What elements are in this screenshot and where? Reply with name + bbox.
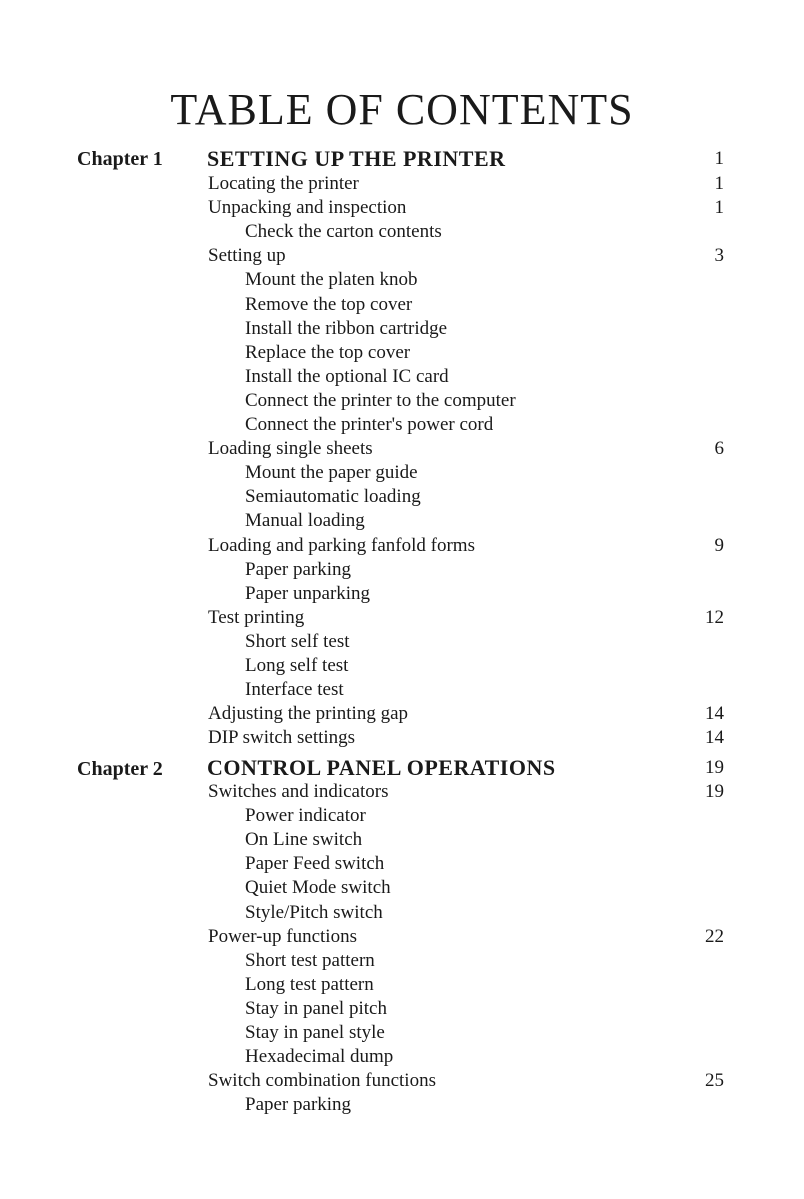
- entry-label: Loading single sheets: [208, 438, 373, 460]
- chapter-page-number: 1: [714, 148, 724, 169]
- entry-label: On Line switch: [245, 829, 363, 851]
- chapter-title: SETTING UP THE PRINTER: [207, 146, 506, 171]
- chapter-label: Chapter 1: [77, 148, 163, 170]
- entry-label: Connect the printer to the computer: [245, 389, 516, 411]
- entry-page-number: 6: [714, 438, 724, 460]
- entry-label: Semiautomatic loading: [245, 486, 421, 508]
- entry-label: Paper parking: [245, 1094, 352, 1116]
- entry-page-number: 14: [705, 727, 724, 749]
- entry-page-number: 25: [705, 1070, 724, 1092]
- entry-label: Mount the paper guide: [245, 462, 418, 484]
- entry-page-number: 9: [714, 534, 724, 556]
- chapter-title: CONTROL PANEL OPERATIONS: [207, 755, 556, 780]
- entry-label: Power-up functions: [208, 925, 357, 947]
- entry-label: Setting up: [208, 245, 286, 267]
- entry-label: Quiet Mode switch: [245, 877, 391, 899]
- entry-label: Short test pattern: [245, 949, 375, 971]
- entry-label: Loading and parking fanfold forms: [208, 534, 475, 556]
- entry-label: DIP switch settings: [208, 727, 356, 749]
- entry-label: Long self test: [245, 655, 349, 676]
- chapter-label: Chapter 2: [77, 758, 163, 780]
- entry-label: Test printing: [208, 606, 305, 628]
- entry-label: Interface test: [245, 679, 344, 701]
- entry-label: Locating the printer: [208, 173, 359, 194]
- entry-label: Long test pattern: [245, 973, 374, 995]
- entry-label: Mount the platen knob: [245, 269, 418, 291]
- entry-label: Check the carton contents: [245, 221, 442, 243]
- entry-label: Stay in panel style: [245, 1022, 385, 1043]
- entry-label: Stay in panel pitch: [245, 997, 387, 1019]
- entry-label: Paper Feed switch: [245, 853, 385, 875]
- entry-page-number: 1: [714, 173, 724, 194]
- entry-label: Adjusting the printing gap: [208, 703, 409, 725]
- entry-page-number: 12: [705, 606, 724, 628]
- entry-label: Style/Pitch switch: [245, 901, 383, 923]
- entry-page-number: 14: [705, 703, 724, 725]
- entry-label: Paper unparking: [245, 582, 371, 604]
- entry-label: Hexadecimal dump: [245, 1046, 394, 1068]
- entry-label: Short self test: [245, 630, 350, 652]
- chapter-page-number: 19: [705, 757, 724, 778]
- entry-label: Switch combination functions: [208, 1070, 436, 1092]
- entry-label: Connect the printer's power cord: [245, 414, 494, 435]
- entry-page-number: 22: [705, 925, 724, 947]
- entry-label: Power indicator: [245, 805, 366, 827]
- entry-page-number: 19: [705, 781, 724, 802]
- entry-label: Switches and indicators: [208, 781, 389, 802]
- entry-label: Paper parking: [245, 558, 352, 580]
- entry-page-number: 3: [714, 245, 724, 267]
- entry-label: Remove the top cover: [245, 293, 413, 315]
- entry-label: Manual loading: [245, 510, 365, 532]
- entry-label: Unpacking and inspection: [208, 197, 407, 219]
- entry-page-number: 1: [714, 197, 724, 219]
- entry-label: Install the optional IC card: [245, 365, 449, 387]
- page-title: TABLE OF CONTENTS: [170, 85, 634, 134]
- entry-label: Replace the top cover: [245, 341, 411, 363]
- entry-label: Install the ribbon cartridge: [245, 317, 448, 339]
